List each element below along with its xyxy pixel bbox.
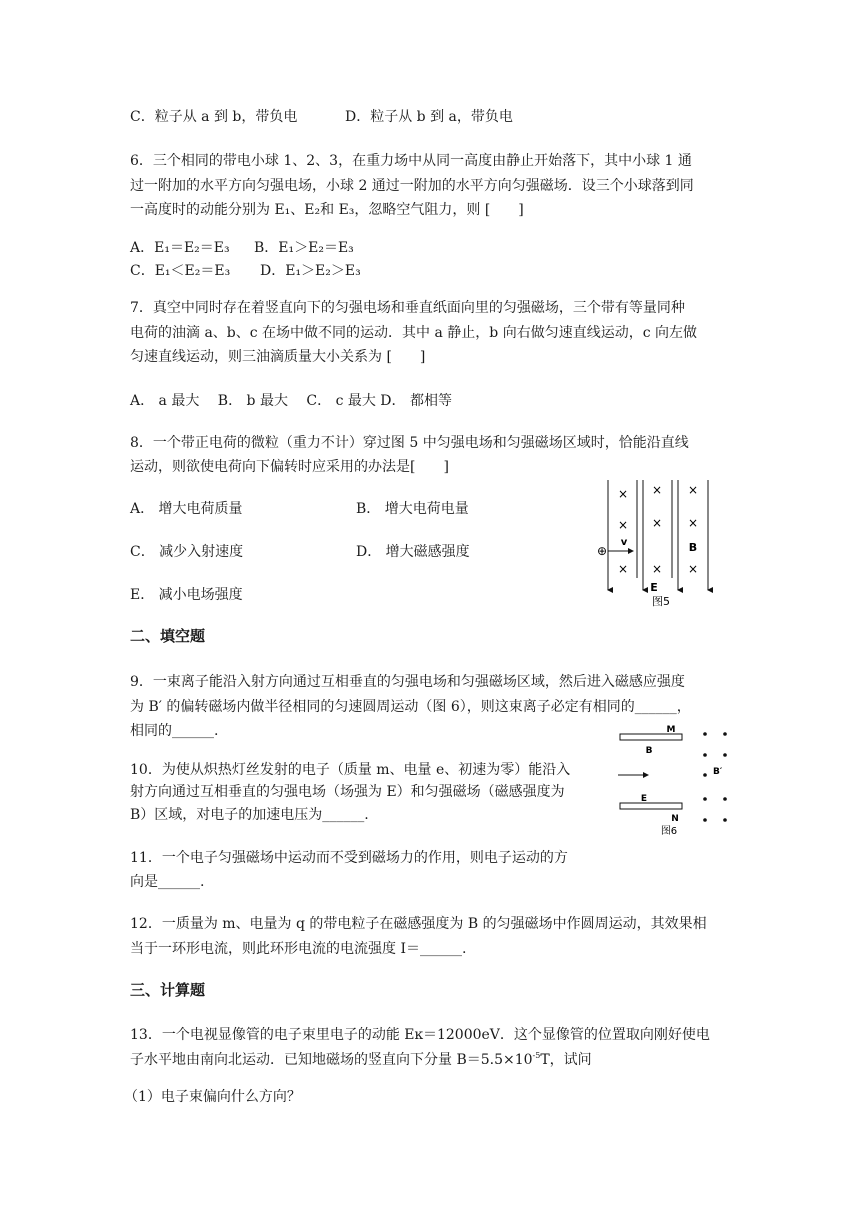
option-d: D．E₁＞E₂＞E₃: [260, 263, 361, 279]
option-a: A． 增大电荷质量: [130, 501, 243, 517]
exponent: -5: [532, 1051, 541, 1060]
q8-line1: 8．一个带正电荷的微粒（重力不计）穿过图 5 中匀强电场和匀强磁场区域时，恰能沿直线: [130, 435, 689, 451]
q6-line1: 6．三个相同的带电小球 1、2、3，在重力场中从同一高度由静止开始落下，其中小球 1 通: [130, 153, 692, 169]
label-e: E: [650, 581, 658, 594]
option-d: D． 增大磁感强度: [356, 544, 470, 560]
field-dot: [703, 797, 707, 801]
q13-line2: [130, 1050, 592, 1070]
q9-line1: 9．一束离子能沿入射方向通过互相垂直的匀强电场和匀强磁场区域，然后进入磁感应强度: [130, 674, 685, 690]
option-c: C．粒子从 a 到 b，带负电: [130, 109, 298, 125]
field-dot: [703, 773, 707, 777]
field-dot: [723, 732, 727, 736]
q10-line1: 10．为使从炽热灯丝发射的电子（质量 m、电量 e、初速为零）能沿入: [130, 762, 571, 778]
figure-5: [594, 478, 724, 610]
cross-mark: ×: [617, 518, 629, 532]
field-dot: [703, 732, 707, 736]
q8-option-e: E． 减小电场强度: [130, 587, 243, 603]
q6-options-row1: [130, 238, 354, 258]
q10-line3: B）区域，对电子的加速电压为______.: [130, 807, 369, 823]
cross-mark: ×: [651, 483, 663, 497]
q10-line2: 射方向通过互相垂直的匀强电场（场强为 E）和匀强磁场（磁感强度为: [130, 784, 565, 800]
label-m: M: [666, 725, 676, 735]
q8-line2: 运动，则欲使电荷向下偏转时应采用的办法是[ ]: [130, 459, 449, 475]
section-heading: 三、计算题: [130, 981, 206, 999]
q8-options-row2: [130, 542, 470, 562]
lower-plate: [620, 803, 682, 809]
label-b: B: [688, 541, 698, 554]
q7-options: A． a 最大 B． b 最大 C． c 最大 D． 都相等: [130, 393, 452, 409]
q11-line1: 11．一个电子匀强磁场中运动而不受到磁场力的作用，则电子运动的方: [130, 850, 568, 866]
field-dot: [703, 753, 707, 757]
field-dot: [723, 753, 727, 757]
figure-caption: 图6: [660, 826, 678, 837]
q7-line1: 7．真空中同时存在着竖直向下的匀强电场和垂直纸面向里的匀强磁场，三个带有等量同种: [130, 300, 685, 316]
field-dot: [723, 797, 727, 801]
option-b: B． 增大电荷电量: [356, 501, 469, 517]
q13-line2-text: 子水平地由南向北运动．已知地磁场的竖直向下分量 B＝5.5×10: [130, 1052, 533, 1068]
cross-mark: ×: [687, 562, 699, 576]
cross-mark: ×: [687, 516, 699, 530]
option-d: D．粒子从 b 到 a，带负电: [345, 109, 513, 125]
option-b: B．E₁＞E₂＝E₃: [254, 240, 354, 256]
q9-line3: 相同的______.: [130, 723, 219, 739]
q6-line3: 一高度时的动能分别为 E₁、E₂和 E₃，忽略空气阻力，则 [ ]: [130, 202, 524, 218]
option-c: C．E₁＜E₂＝E₃: [130, 263, 231, 279]
label-n: N: [671, 814, 679, 824]
cross-mark: ×: [651, 516, 663, 530]
section-heading: 二、填空题: [130, 627, 206, 645]
q12-line1: 12．一质量为 m、电量为 q 的带电粒子在磁感强度为 B 的匀强磁场中作圆周运动，其效果相: [130, 916, 707, 932]
q6-line2: 过一附加的水平方向匀强电场，小球 2 通过一附加的水平方向匀强磁场．设三个小球落到同: [130, 178, 694, 194]
label-b: B: [645, 746, 653, 756]
positive-charge: ⊕: [596, 544, 608, 558]
cross-mark: ×: [687, 483, 699, 497]
q8-options-row1: [130, 499, 469, 519]
cross-mark: ×: [617, 562, 629, 576]
label-v: v: [620, 537, 628, 548]
q7-line3: 匀速直线运动，则三油滴质量大小关系为 [ ]: [130, 349, 426, 365]
q12-line2: 当于一环形电流，则此环形电流的电流强度 I＝______.: [130, 941, 467, 957]
q7-line2: 电荷的油滴 a、b、c 在场中做不同的运动．其中 a 静止，b 向右做匀速直线运动，c 向左做: [130, 325, 697, 341]
q6-options-row2: [130, 261, 361, 281]
q13-sub1: （1）电子束偏向什么方向？: [124, 1089, 301, 1105]
q13-line1: 13．一个电视显像管的电子束里电子的动能 Eĸ＝12000eV．这个显像管的位置取向刚好使电: [130, 1027, 710, 1043]
field-dot: [703, 818, 707, 822]
field-dot: [723, 818, 727, 822]
cross-mark: ×: [651, 562, 663, 576]
q13-line2-unit: T，试问: [540, 1052, 592, 1068]
q11-line2: 向是______.: [130, 874, 205, 890]
label-bprime: B′: [713, 767, 723, 777]
option-a: A．E₁＝E₂＝E₃: [130, 240, 230, 256]
q5-options: [130, 107, 513, 127]
figure-caption: 图5: [652, 595, 670, 608]
figure-6: [612, 723, 737, 838]
q9-line2: 为 B′ 的偏转磁场内做半径相同的匀速圆周运动（图 6），则这束离子必定有相同的______，: [130, 699, 691, 715]
option-c: C． 减少入射速度: [130, 544, 244, 560]
label-e: E: [640, 794, 648, 804]
cross-mark: ×: [617, 487, 629, 501]
